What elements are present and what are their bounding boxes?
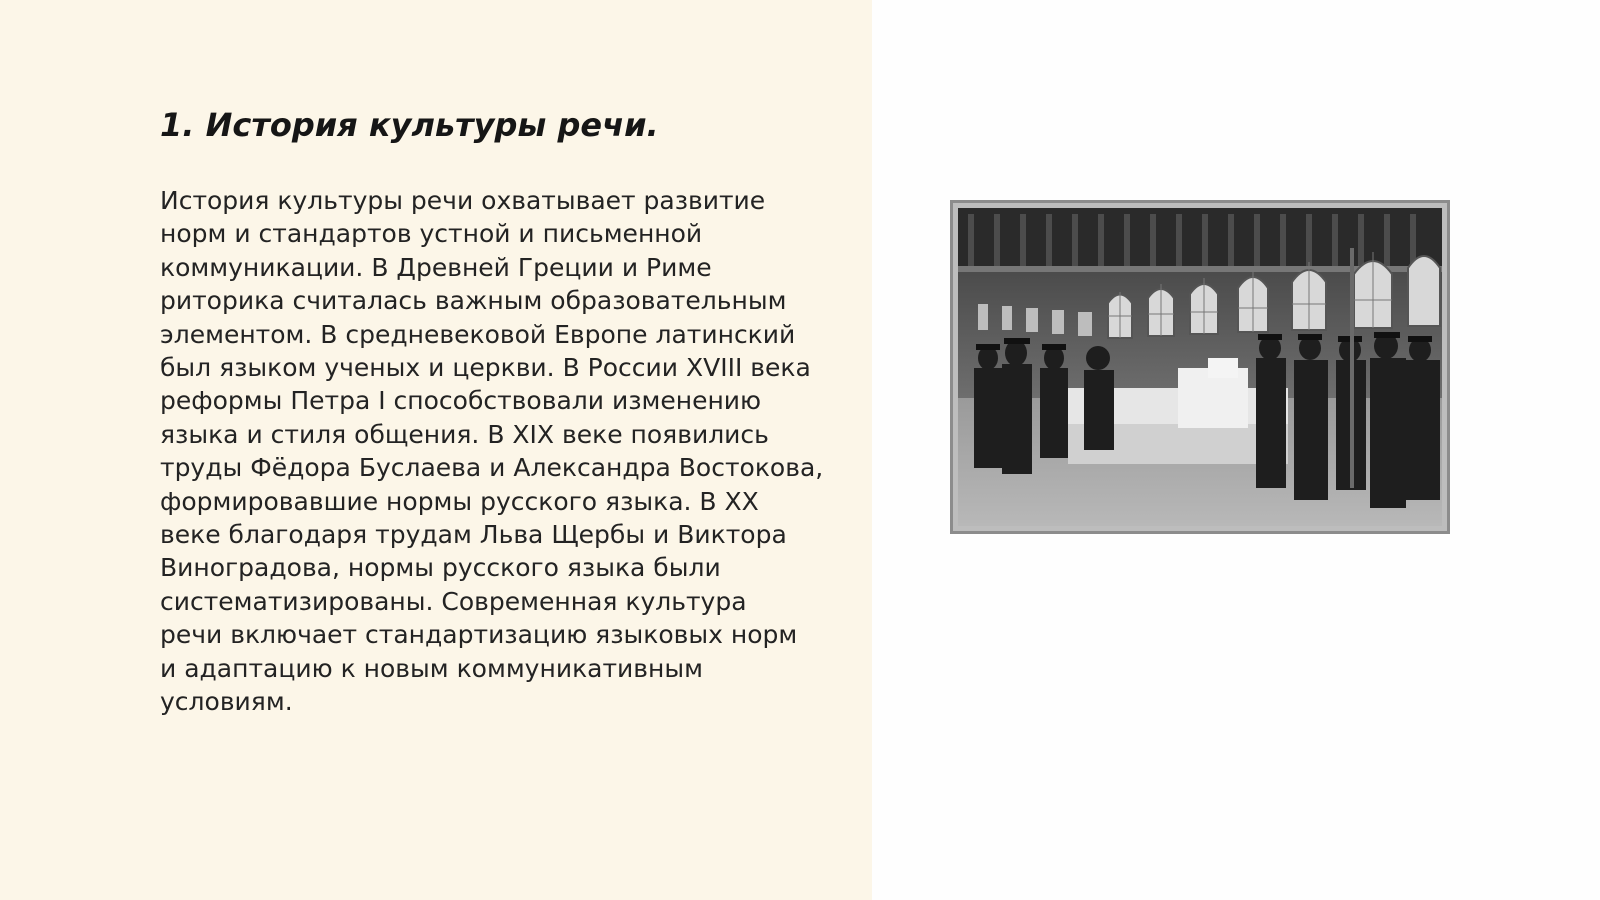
body-line: систематизированы. Современная культура xyxy=(160,586,747,616)
body-line: элементом. В средневековой Европе латинский xyxy=(160,319,796,349)
body-line: реформы Петра I способствовали изменению xyxy=(160,386,762,416)
body-line: риторика считалась важным образовательным xyxy=(160,286,787,316)
body-line: норм и стандартов устной и письменной xyxy=(160,219,703,249)
body-line: языка и стиля общения. В XIX веке появились xyxy=(160,419,769,449)
photo-illustration xyxy=(958,208,1442,526)
body-line: труды Фёдора Буслаева и Александра Востокова, xyxy=(160,453,824,483)
slide-body-text xyxy=(160,184,860,719)
body-line: коммуникации. В Древней Греции и Риме xyxy=(160,252,712,282)
body-line: История культуры речи охватывает развитие xyxy=(160,186,766,215)
body-line: был языком ученых и церкви. В России XVIII века xyxy=(160,353,811,383)
body-line: речи включает стандартизацию языковых норм xyxy=(160,620,798,650)
body-line: и адаптацию к новым коммуникативным xyxy=(160,653,703,683)
body-line: веке благодаря трудам Льва Щербы и Виктора xyxy=(160,520,787,550)
body-line: условиям. xyxy=(160,687,293,717)
slide-title: 1. История культуры речи. xyxy=(160,106,659,144)
historical-photo xyxy=(950,200,1450,534)
body-line: формировавшие нормы русского языка. В XX xyxy=(160,486,759,516)
body-line: Виноградова, нормы русского языка были xyxy=(160,553,721,583)
